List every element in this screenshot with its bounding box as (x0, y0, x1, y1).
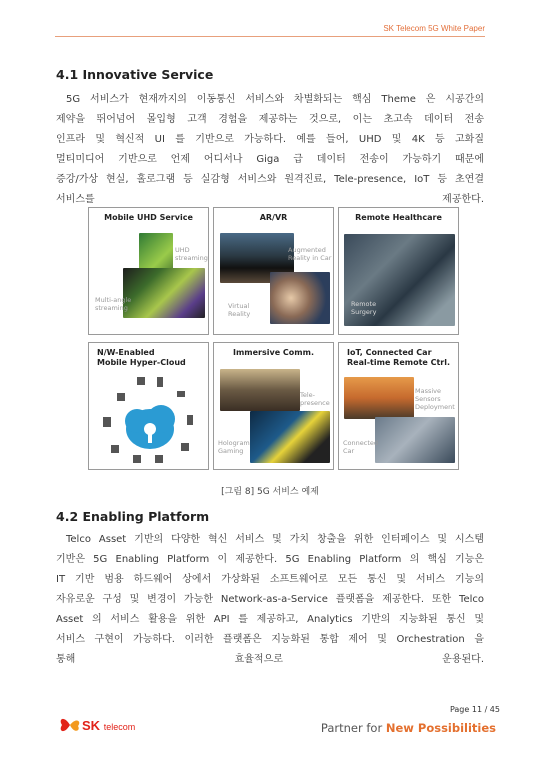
paragraph-line: 멀티미디어 기반으로 언제 어디서나 Giga 급 데이터 전송이 가능하기 때문에 (56, 154, 484, 165)
logo-sub-text: telecom (103, 722, 136, 732)
phone-icon (111, 445, 119, 453)
telepresence-image (220, 369, 300, 411)
footer-tagline (321, 721, 496, 735)
panel-title: N/W-Enabled Mobile Hyper-Cloud (97, 348, 186, 367)
paragraph-line: Asset 의 서비스 활용을 위한 API 를 제공하고, Analytics 기반의 지능화된 통신 및 (56, 614, 484, 625)
section1-paragraph (56, 90, 484, 210)
figure-caption: [그림 8] 5G 서비스 예제 (221, 487, 319, 497)
panel-title: Immersive Comm. (232, 348, 315, 357)
paragraph-line: 기반은 5G Enabling Platform 이 제공한다. 5G Enabling Platform 의 핵심 기능은 (56, 554, 484, 565)
caption-massive-sensors: Massive Sensors Deployment (415, 387, 455, 411)
paragraph-line: 통해 효율적으로 운용된다. (56, 654, 484, 665)
panel-remote-healthcare (338, 207, 459, 335)
paragraph-line: Telco Asset 기반의 다양한 혁신 서비스 및 가치 창출을 위한 인터페이스 및 시스템 (66, 534, 484, 545)
caption-uhd-streaming: UHD streaming (175, 246, 208, 262)
caption-hologram-gaming: Hologram Gaming (218, 439, 250, 455)
caption-virtual-reality: Virtual Reality (228, 302, 251, 318)
tagline-prefix: Partner for (320, 721, 386, 735)
tagline-accent: New Possibilities (385, 721, 496, 735)
panel-ar-vr (213, 207, 334, 335)
caption-augmented-reality: Augmented Reality in Car (288, 246, 332, 262)
document-icon (103, 417, 111, 427)
page-number: Page 11 / 45 (449, 705, 500, 714)
panel-title: Remote Healthcare (355, 213, 442, 222)
panel-title: Mobile UHD Service (104, 213, 193, 222)
panel-iot-connected-car (338, 342, 459, 470)
connected-car-image (375, 417, 455, 463)
hologram-gaming-image (250, 411, 330, 463)
sk-telecom-logo (82, 718, 135, 733)
service-examples-figure (88, 207, 458, 472)
image-icon (155, 455, 163, 463)
panel-immersive-comm (213, 342, 334, 470)
camera-icon (133, 455, 141, 463)
section2-paragraph (56, 530, 484, 670)
paragraph-line: 제약을 뛰어넘어 몰입형 고객 경험을 제공하는 것으로, 이는 초고속 데이터 전송 (56, 114, 484, 125)
music-icon (187, 415, 193, 425)
wind-turbines-image (344, 377, 414, 419)
paragraph-line: 5G 서비스가 현재까지의 이동통신 서비스와 차별화되는 핵심 Theme 은 시공간의 (66, 94, 484, 105)
panel-mobile-uhd (88, 207, 209, 335)
section-title-innovative-service: 4.1 Innovative Service (56, 67, 214, 82)
paragraph-line: 서비스를 제공한다. (56, 194, 484, 205)
chat-icon (117, 393, 125, 401)
globe-icon (181, 443, 189, 451)
paragraph-line: 인프라 및 혁신적 UI 를 기반으로 가능하다. 예를 들어, UHD 및 4K 등 고화질 (56, 134, 484, 145)
caption-remote-surgery: Remote Surgery (351, 300, 377, 316)
panel-mobile-hyper-cloud (88, 342, 209, 470)
mail-icon (177, 391, 185, 397)
logo-main-text: SK (82, 718, 101, 733)
paragraph-line: 증강/가상 현실, 홀로그램 등 실감형 서비스와 원격진료, Tele-presence, IoT 등 초연결 (56, 174, 484, 185)
sk-butterfly-logo-icon (58, 713, 82, 737)
multi-angle-tablet-image (123, 268, 205, 318)
vr-face-image (270, 272, 330, 324)
paragraph-line: IT 기반 범용 하드웨어 상에서 가상화된 소프트웨어로 모든 통신 및 서비스 기능의 (56, 574, 484, 585)
document-header-title: SK Telecom 5G White Paper (383, 24, 485, 33)
battery-icon (157, 377, 163, 387)
lock-icon (137, 377, 145, 385)
section-title-enabling-platform: 4.2 Enabling Platform (56, 509, 210, 524)
caption-multi-angle: Multi-angle streaming (95, 296, 132, 312)
caption-telepresence: Tele- presence (300, 391, 330, 407)
paragraph-line: 서비스 구현이 가능하다. 이러한 플랫폼은 지능화된 통합 제어 및 Orchestration 을 (56, 634, 484, 645)
cloud-icons-illustration (97, 371, 203, 467)
panel-title: IoT, Connected Car Real-time Remote Ctrl. (347, 348, 451, 367)
caption-connected-car: Connected Car (343, 439, 379, 455)
paragraph-line: 자유로운 구성 및 변경이 가능한 Network-as-a-Service 플랫폼을 제공한다. 또한 Telco (56, 594, 484, 605)
header-divider (55, 36, 485, 37)
panel-title: AR/VR (259, 213, 288, 222)
